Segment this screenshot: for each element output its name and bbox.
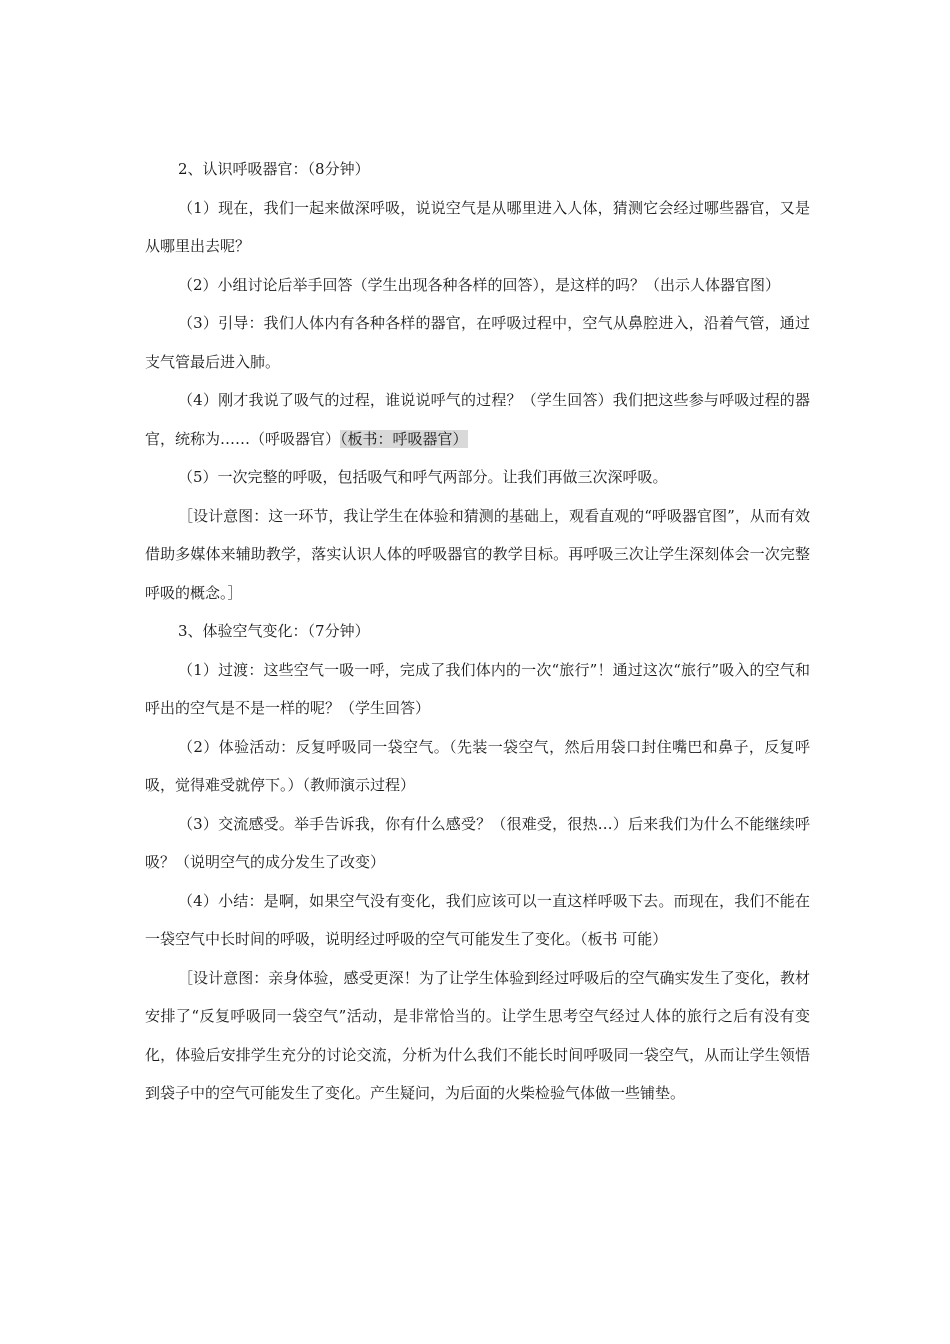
section-2-paragraph-4-text: （4）刚才我说了吸气的过程，谁说说呼气的过程？（学生回答）我们把这些参与呼吸过程的器官，统称为……（呼吸器官） [145,391,810,448]
document-body [145,150,810,1113]
section-2-design-note: ［设计意图：这一环节，我让学生在体验和猜测的基础上，观看直观的“呼吸器官图”，从而有效借助多媒体来辅助教学，落实认识人体的呼吸器官的教学目标。再呼吸三次让学生深刻体会一次完整呼吸的概念。］ [145,506,810,602]
section-2-paragraph-4 [145,381,810,458]
blackboard-note-highlight: （板书：呼吸器官） [340,429,468,448]
section-2-paragraph-1: （1）现在，我们一起来做深呼吸，说说空气是从哪里进入人体，猜测它会经过哪些器官，又是从哪里出去呢？ [145,198,810,255]
section-3-paragraph-4: （4）小结：是啊，如果空气没有变化，我们应该可以一直这样呼吸下去。而现在，我们不能在一袋空气中长时间的呼吸，说明经过呼吸的空气可能发生了变化。（板书 可能） [145,891,810,948]
section-3-paragraph-1: （1）过渡：这些空气一吸一呼，完成了我们体内的一次“旅行”！通过这次“旅行”吸入的空气和呼出的空气是不是一样的呢？（学生回答） [145,660,810,717]
section-2-paragraph-5: （5）一次完整的呼吸，包括吸气和呼气两部分。让我们再做三次深呼吸。 [178,468,668,486]
section-3-heading: 3、体验空气变化：（7分钟） [178,622,370,640]
section-3-paragraph-2: （2）体验活动：反复呼吸同一袋空气。（先装一袋空气，然后用袋口封住嘴巴和鼻子，反复呼吸，觉得难受就停下。）（教师演示过程） [145,737,810,794]
section-2-heading: 2、认识呼吸器官：（8分钟） [178,160,370,178]
section-2-paragraph-3: （3）引导：我们人体内有各种各样的器官，在呼吸过程中，空气从鼻腔进入，沿着气管，通过支气管最后进入肺。 [145,314,810,371]
section-3-paragraph-3: （3）交流感受。举手告诉我，你有什么感受？（很难受，很热…）后来我们为什么不能继续呼吸？（说明空气的成分发生了改变） [145,814,810,871]
section-2-paragraph-2: （2）小组讨论后举手回答（学生出现各种各样的回答），是这样的吗？（出示人体器官图） [178,275,781,294]
section-3-design-note: ［设计意图：亲身体验，感受更深！为了让学生体验到经过呼吸后的空气确实发生了变化，教材安排了“反复呼吸同一袋空气”活动，是非常恰当的。让学生思考空气经过人体的旅行之后有没有变化，体验后安排学生充分的讨论交流，分析为什么我们不能长时间呼吸同一袋空气，从而让学生领悟到袋子中的空气可能发生了变化。产生疑问，为后面的火柴检验气体做一些铺垫。 [145,968,810,1102]
